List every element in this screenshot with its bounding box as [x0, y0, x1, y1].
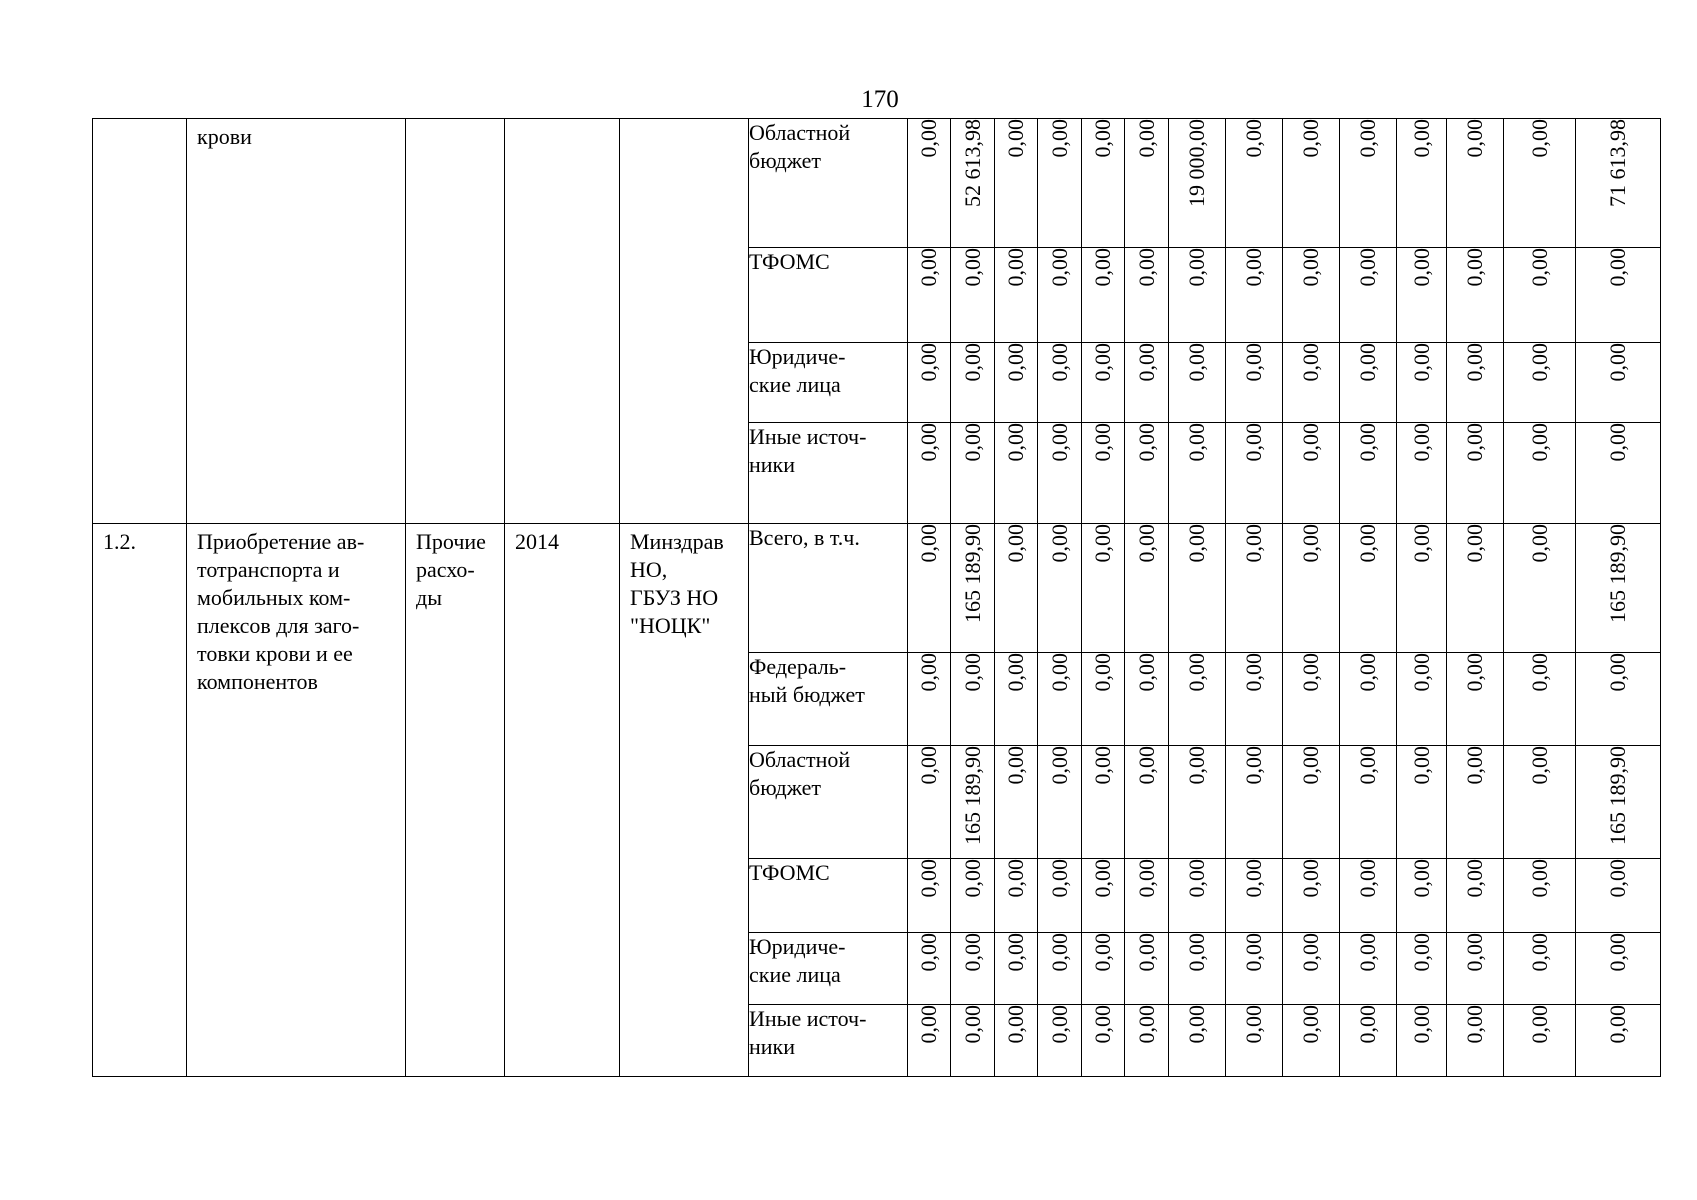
value-cell: 0,00 — [951, 1005, 995, 1077]
source-cell: Всего, в т.ч. — [749, 524, 908, 653]
value-cell: 0,00 — [1340, 248, 1397, 343]
value-cell: 0,00 — [1576, 859, 1661, 933]
value-cell: 0,00 — [1169, 524, 1226, 653]
value-cell: 0,00 — [1576, 1005, 1661, 1077]
value-cell: 0,00 — [1038, 933, 1082, 1005]
value-cell: 0,00 — [1447, 653, 1504, 746]
value-cell: 0,00 — [1340, 343, 1397, 423]
value-cell: 0,00 — [1082, 524, 1125, 653]
value-cell: 0,00 — [1283, 653, 1340, 746]
value-cell: 0,00 — [1340, 119, 1397, 248]
year-cell-empty — [505, 119, 620, 524]
value-cell: 0,00 — [1226, 933, 1283, 1005]
value-cell: 0,00 — [1397, 343, 1447, 423]
value-cell: 0,00 — [1038, 343, 1082, 423]
value-cell: 0,00 — [1447, 746, 1504, 859]
value-cell: 0,00 — [1125, 933, 1169, 1005]
value-cell: 165 189,90 — [1576, 746, 1661, 859]
value-cell: 0,00 — [951, 653, 995, 746]
value-cell: 0,00 — [1226, 423, 1283, 524]
value-cell: 0,00 — [951, 423, 995, 524]
value-cell: 0,00 — [1082, 1005, 1125, 1077]
source-cell: Иные источ- ники — [749, 423, 908, 524]
value-cell: 0,00 — [1504, 653, 1576, 746]
value-cell: 0,00 — [1038, 1005, 1082, 1077]
value-cell: 0,00 — [1226, 859, 1283, 933]
value-cell: 0,00 — [908, 343, 951, 423]
value-cell: 0,00 — [1226, 248, 1283, 343]
value-cell: 0,00 — [1397, 746, 1447, 859]
value-cell: 0,00 — [1397, 423, 1447, 524]
value-cell: 0,00 — [995, 859, 1038, 933]
value-cell: 0,00 — [1169, 248, 1226, 343]
value-cell: 0,00 — [1397, 248, 1447, 343]
value-cell: 0,00 — [1576, 423, 1661, 524]
value-cell: 0,00 — [1125, 119, 1169, 248]
value-cell: 165 189,90 — [951, 524, 995, 653]
value-cell: 0,00 — [1169, 933, 1226, 1005]
value-cell: 0,00 — [1504, 1005, 1576, 1077]
value-cell: 0,00 — [1125, 653, 1169, 746]
value-cell: 0,00 — [1340, 524, 1397, 653]
value-cell: 0,00 — [1340, 859, 1397, 933]
value-cell: 0,00 — [1125, 524, 1169, 653]
source-cell: Юридиче- ские лица — [749, 343, 908, 423]
value-cell: 0,00 — [1125, 746, 1169, 859]
value-cell: 0,00 — [908, 524, 951, 653]
value-cell: 0,00 — [1283, 746, 1340, 859]
value-cell: 0,00 — [1283, 423, 1340, 524]
value-cell: 0,00 — [951, 343, 995, 423]
value-cell: 0,00 — [1125, 859, 1169, 933]
financing-table — [92, 118, 1661, 1077]
measure-name-cell: Приобретение ав- тотранспорта и мобильных ком- плексов для заго- товки крови и ее компонентов — [187, 524, 406, 1077]
value-cell: 0,00 — [1447, 119, 1504, 248]
value-cell: 0,00 — [1283, 859, 1340, 933]
value-cell: 0,00 — [995, 343, 1038, 423]
table-row — [93, 524, 1661, 653]
value-cell: 0,00 — [1447, 423, 1504, 524]
measure-name-cell: крови — [187, 119, 406, 524]
value-cell: 0,00 — [1447, 248, 1504, 343]
source-cell: ТФОМС — [749, 859, 908, 933]
source-cell: Юридиче- ские лица — [749, 933, 908, 1005]
value-cell: 0,00 — [1283, 524, 1340, 653]
value-cell: 0,00 — [1504, 859, 1576, 933]
value-cell: 0,00 — [1340, 653, 1397, 746]
value-cell: 0,00 — [1169, 1005, 1226, 1077]
value-cell: 0,00 — [1504, 423, 1576, 524]
value-cell: 0,00 — [1226, 343, 1283, 423]
value-cell: 0,00 — [951, 248, 995, 343]
value-cell: 0,00 — [1397, 119, 1447, 248]
year-cell: 2014 — [505, 524, 620, 1077]
category-cell: Прочие расхо- ды — [406, 524, 505, 1077]
value-cell: 0,00 — [1283, 933, 1340, 1005]
value-cell: 0,00 — [1125, 423, 1169, 524]
value-cell: 0,00 — [908, 746, 951, 859]
value-cell: 0,00 — [1504, 746, 1576, 859]
value-cell: 0,00 — [1283, 248, 1340, 343]
value-cell: 0,00 — [1169, 859, 1226, 933]
value-cell: 0,00 — [908, 423, 951, 524]
value-cell: 0,00 — [1283, 119, 1340, 248]
value-cell: 0,00 — [1038, 746, 1082, 859]
measure-number-cell: 1.2. — [93, 524, 187, 1077]
value-cell: 0,00 — [1082, 859, 1125, 933]
source-cell: Областной бюджет — [749, 119, 908, 248]
value-cell: 0,00 — [1504, 524, 1576, 653]
value-cell: 0,00 — [951, 933, 995, 1005]
value-cell: 0,00 — [1125, 343, 1169, 423]
value-cell: 0,00 — [1504, 343, 1576, 423]
value-cell: 0,00 — [1397, 859, 1447, 933]
value-cell: 165 189,90 — [1576, 524, 1661, 653]
value-cell: 0,00 — [908, 653, 951, 746]
value-cell: 0,00 — [1576, 933, 1661, 1005]
value-cell: 0,00 — [1082, 119, 1125, 248]
source-cell: Иные источ- ники — [749, 1005, 908, 1077]
value-cell: 0,00 — [1283, 1005, 1340, 1077]
value-cell: 0,00 — [1397, 653, 1447, 746]
value-cell: 0,00 — [1169, 746, 1226, 859]
value-cell: 0,00 — [995, 746, 1038, 859]
value-cell: 0,00 — [1576, 343, 1661, 423]
value-cell: 165 189,90 — [951, 746, 995, 859]
executor-cell-empty — [620, 119, 749, 524]
value-cell: 0,00 — [1447, 524, 1504, 653]
value-cell: 0,00 — [1226, 1005, 1283, 1077]
value-cell: 0,00 — [1082, 933, 1125, 1005]
value-cell: 0,00 — [1447, 343, 1504, 423]
number-cell-empty — [93, 119, 187, 524]
value-cell: 0,00 — [995, 248, 1038, 343]
value-cell: 0,00 — [1082, 423, 1125, 524]
value-cell: 0,00 — [1576, 248, 1661, 343]
value-cell: 0,00 — [995, 653, 1038, 746]
value-cell: 0,00 — [1038, 524, 1082, 653]
value-cell: 0,00 — [1283, 343, 1340, 423]
value-cell: 0,00 — [1038, 653, 1082, 746]
value-cell: 0,00 — [908, 933, 951, 1005]
value-cell: 0,00 — [1169, 653, 1226, 746]
value-cell: 0,00 — [1038, 119, 1082, 248]
value-cell: 0,00 — [951, 859, 995, 933]
value-cell: 0,00 — [1226, 746, 1283, 859]
value-cell: 0,00 — [1038, 248, 1082, 343]
category-cell-empty — [406, 119, 505, 524]
source-cell: ТФОМС — [749, 248, 908, 343]
value-cell: 0,00 — [1397, 933, 1447, 1005]
value-cell: 0,00 — [1340, 1005, 1397, 1077]
value-cell: 0,00 — [1169, 423, 1226, 524]
value-cell: 0,00 — [1226, 119, 1283, 248]
value-cell: 0,00 — [1125, 248, 1169, 343]
page-number: 170 — [861, 86, 899, 113]
value-cell: 0,00 — [1504, 933, 1576, 1005]
value-cell: 0,00 — [1447, 933, 1504, 1005]
table-row — [93, 119, 1661, 248]
value-cell: 0,00 — [1340, 423, 1397, 524]
value-cell: 0,00 — [1082, 653, 1125, 746]
value-cell: 0,00 — [1082, 248, 1125, 343]
value-cell: 0,00 — [1576, 653, 1661, 746]
value-cell: 52 613,98 — [951, 119, 995, 248]
value-cell: 0,00 — [1447, 1005, 1504, 1077]
value-cell: 0,00 — [908, 248, 951, 343]
value-cell: 0,00 — [908, 1005, 951, 1077]
value-cell: 0,00 — [995, 524, 1038, 653]
source-cell: Областной бюджет — [749, 746, 908, 859]
source-cell: Федераль- ный бюджет — [749, 653, 908, 746]
value-cell: 0,00 — [1038, 859, 1082, 933]
value-cell: 0,00 — [1226, 653, 1283, 746]
value-cell: 0,00 — [995, 423, 1038, 524]
value-cell: 0,00 — [1447, 859, 1504, 933]
value-cell: 19 000,00 — [1169, 119, 1226, 248]
value-cell: 0,00 — [908, 119, 951, 248]
value-cell: 0,00 — [1504, 248, 1576, 343]
value-cell: 0,00 — [1082, 343, 1125, 423]
value-cell: 0,00 — [1125, 1005, 1169, 1077]
value-cell: 0,00 — [995, 119, 1038, 248]
value-cell: 0,00 — [1340, 933, 1397, 1005]
executor-cell: Минздрав НО, ГБУЗ НО "НОЦК" — [620, 524, 749, 1077]
value-cell: 0,00 — [1169, 343, 1226, 423]
value-cell: 0,00 — [1340, 746, 1397, 859]
value-cell: 0,00 — [1397, 524, 1447, 653]
value-cell: 0,00 — [995, 933, 1038, 1005]
value-cell: 0,00 — [1397, 1005, 1447, 1077]
value-cell: 0,00 — [1082, 746, 1125, 859]
value-cell: 71 613,98 — [1576, 119, 1661, 248]
value-cell: 0,00 — [1226, 524, 1283, 653]
value-cell: 0,00 — [1038, 423, 1082, 524]
value-cell: 0,00 — [995, 1005, 1038, 1077]
value-cell: 0,00 — [908, 859, 951, 933]
value-cell: 0,00 — [1504, 119, 1576, 248]
